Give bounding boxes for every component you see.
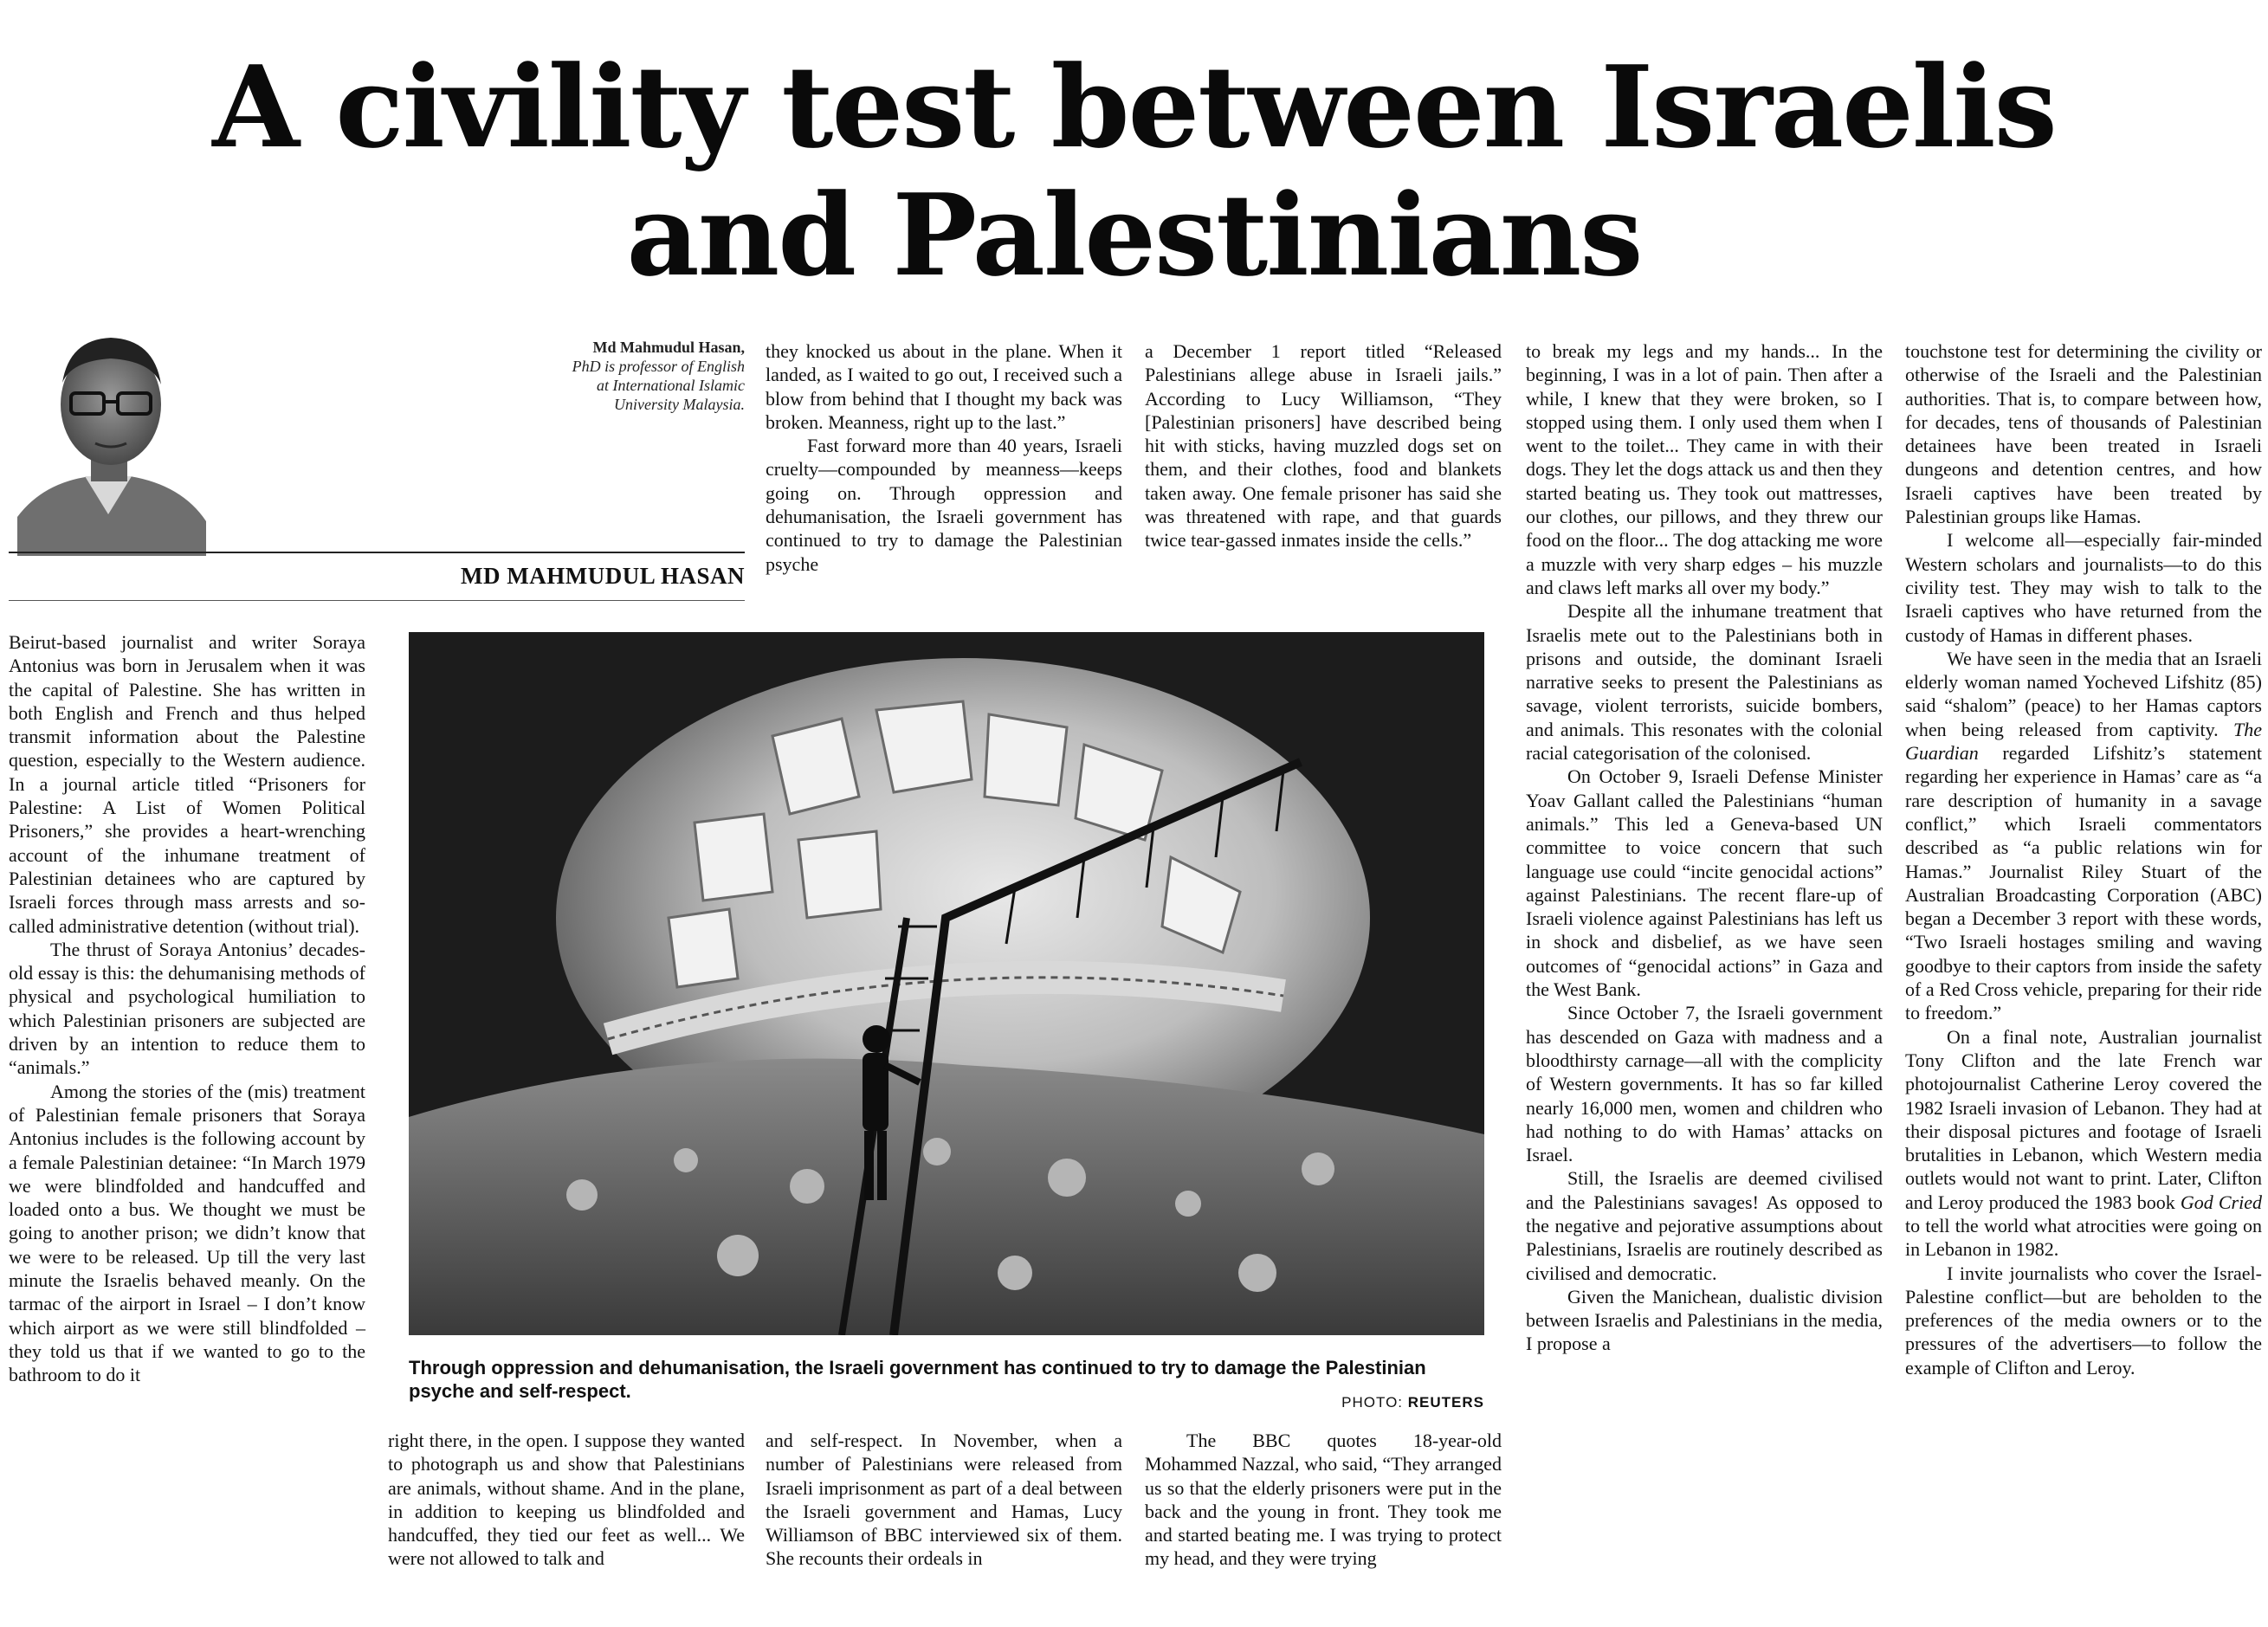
paragraph: On October 9, Israeli Defense Minister Yoav Gallant called the Palestinians “human animals.” This led a Geneva-based UN committee to voice concern that such language use could “incite genocidal actions” against Palestinians. The recent flare-up of Israeli violence against Palestinians has left us in shock and disbelief, as we have seen outcomes of “genocidal actions” in Gaza and the West Bank. bbox=[1526, 765, 1883, 1001]
column-3-bottom bbox=[766, 1429, 1122, 1571]
publication-title: The Guardian bbox=[1905, 718, 2263, 765]
headline-line-2: and Palestinians bbox=[626, 169, 1642, 301]
column-2-bottom bbox=[388, 1429, 745, 1571]
column-5 bbox=[1526, 339, 1883, 1356]
paragraph: The BBC quotes 18-year-old Mohammed Nazzal, who said, “They arranged us so that the elderly prisoners were put in the back and the young in front. They took me and started beating me. I was trying to protect my head, and they were trying bbox=[1145, 1430, 1502, 1570]
paragraph: Beirut-based journalist and writer Soraya Antonius was born in Jerusalem when it was the capital of Palestine. She has written in both English and French and thus helped transmit information about the Palestine question, especially to the Western audience. In a journal article titled “Prisoners for Palestine: A List of Women Political Prisoners,” she provides a heart-wrenching account of the inhumane treatment of Palestinian detainees who are captured by Israeli forces through mass arrests and so-called administrative detention (without trial). bbox=[9, 631, 365, 937]
paragraph: Among the stories of the (mis) treatment of Palestinian female prisoners that Soraya Antonius includes is the following account by a female Palestinian detainee: “In March 1979 we were blindfolded and handcuffed and loaded onto a bus. We thought we must be going to another prison; we didn’t know that we were to be released. Up till the very last minute the Israelis behaved meanly. On the tarmac of the airport in Israel – I don’t know which airport as we were still blindfolded – they told us that if we wanted to go to the bathroom to do it bbox=[9, 1080, 365, 1386]
text-run: On a final note, Australian journalist Tony Clifton and the late French war photojournalist Catherine Leroy covered the 1982 Israeli invasion of Lebanon. They had at their disposal pictures and footage of Israeli brutalities in Lebanon, which Western media outlets would not want to print. Later, Clifton and Leroy produced the 1983 book bbox=[1905, 1025, 2262, 1213]
author-portrait bbox=[9, 313, 208, 556]
column-1 bbox=[9, 630, 365, 1387]
paragraph: I welcome all—especially fair-minded Western scholars and journalists—to do this civility test. They may wish to talk to the Israeli captives who have returned from the custody of Hamas in different phases. bbox=[1905, 529, 2262, 646]
photo-credit-source: REUTERS bbox=[1407, 1394, 1484, 1411]
text-run: to tell the world what atrocities were going on in Lebanon in 1982. bbox=[1905, 1214, 2262, 1261]
text-run: regarded Lifshitz’s statement regarding her experience in Hamas’ care as “a rare description of humanity in a savage conflict,” which Israeli commentators described as “a public relations win for Hamas.” Journalist Riley Stuart of the Australian Broadcasting Corporation (ABC) began a December 3 report with these words, “Two Israeli hostages smiling and waving goodbye to their captors from inside the safety of a Red Cross vehicle, preparing for their ride to freedom.” bbox=[1905, 742, 2263, 1024]
ruined-building-photo-icon bbox=[409, 632, 1484, 1335]
paragraph bbox=[1905, 647, 2262, 1025]
paragraph bbox=[1905, 1025, 2262, 1262]
column-3-top bbox=[766, 339, 1122, 576]
text-run: We have seen in the media that an Israeli elderly woman named Yocheved Lifshitz (85) said “shalom” (peace) to her Hamas captors when being released from captivity. bbox=[1905, 647, 2262, 740]
author-note-role-2: at International Islamic bbox=[597, 377, 745, 394]
paragraph: Given the Manichean, dualistic division between Israelis and Palestinians in the media, I propose a bbox=[1526, 1285, 1883, 1355]
paragraph: Fast forward more than 40 years, Israeli cruelty—compounded by meanness—keeps going on. Through oppression and dehumanisation, the Israeli government has continued to try to damage the Palestinian psyche bbox=[766, 435, 1122, 575]
main-photo bbox=[409, 632, 1484, 1335]
author-note-role-1: PhD is professor of English bbox=[572, 358, 745, 375]
paragraph: The thrust of Soraya Antonius’ decades-old essay is this: the dehumanising methods of physical and psychological humiliation to which Palestinian prisoners are subjected are driven by an intention to reduce them to “animals.” bbox=[9, 938, 365, 1079]
paragraph: to break my legs and my hands... In the beginning, I was in a lot of pain. Then after a while, I knew that they were broken, so I stopped using them. I only used them when I went to the toilet... They came in with their dogs. They let the dogs attack us and then they started beating us. They took out mattresses, our clothes, our pillows, and they threw our food on the floor... The dog attacking me wore a muzzle with very sharp edges – his muzzle and claws left marks all over my body.” bbox=[1526, 340, 1883, 598]
paragraph: Still, the Israelis are deemed civilised and the Palestinians savages! As opposed to the negative and pejorative assumptions about Palestinians, Israelis are routinely described as civilised and democratic. bbox=[1526, 1167, 1883, 1284]
book-title: God Cried bbox=[2180, 1191, 2262, 1213]
photo-credit-label: PHOTO: bbox=[1341, 1394, 1404, 1411]
author-note-name: Md Mahmudul Hasan, bbox=[592, 339, 745, 356]
column-4-bottom bbox=[1145, 1429, 1502, 1571]
author-portrait-icon bbox=[9, 313, 208, 556]
paragraph: touchstone test for determining the civility or otherwise of the Israeli and the Palestinian authorities. That is, to compare between how, for decades, tens of thousands of Palestinian detainees have been treated in Israeli dungeons and detention centres, and how Israeli captives have been treated by Palestinian groups like Hamas. bbox=[1905, 340, 2262, 528]
paragraph: right there, in the open. I suppose they wanted to photograph us and show that Palestinians are animals, without shame. And in the plane, in addition to keeping us blindfolded and handcuffed, they tied our feet as well... We were not allowed to talk and bbox=[388, 1430, 745, 1570]
byline-divider bbox=[9, 552, 745, 553]
photo-caption: Through oppression and dehumanisation, the Israeli government has continued to try to damage the Palestinian psyche and self-respect. bbox=[409, 1357, 1426, 1402]
headline bbox=[0, 43, 2268, 300]
column-4-top bbox=[1145, 339, 1502, 552]
byline: MD MAHMUDUL HASAN bbox=[461, 563, 745, 589]
author-note bbox=[485, 338, 745, 414]
paragraph: they knocked us about in the plane. When it landed, as I waited to go out, I received such a blow from behind that I thought my back was broken. Meanness, right up to the last.” bbox=[766, 340, 1122, 433]
author-note-role-3: University Malaysia. bbox=[614, 396, 745, 413]
headline-line-1: A civility test between Israelis bbox=[212, 41, 2056, 173]
photo-credit bbox=[1264, 1394, 1484, 1411]
paragraph: Since October 7, the Israeli government has descended on Gaza with madness and a bloodthirsty carnage—all with the complicity of Western governments. It has so far killed nearly 16,000 men, women and children who had nothing to do with Hamas’ attacks on Israel. bbox=[1526, 1002, 1883, 1166]
paragraph: I invite journalists who cover the Israel-Palestine conflict—but are beholden to the preferences of the media owners or to the pressures of the advertisers—to follow the example of Clifton and Leroy. bbox=[1905, 1262, 2262, 1378]
paragraph: and self-respect. In November, when a number of Palestinians were released from Israeli imprisonment as part of a deal between the Israeli government and Hamas, Lucy Williamson of BBC interviewed six of them. She recounts their ordeals in bbox=[766, 1430, 1122, 1570]
byline-bottom-divider bbox=[9, 600, 745, 601]
paragraph: Despite all the inhumane treatment that Israelis mete out to the Palestinians both in prisons and outside, the dominant Israeli narrative seeks to present the Palestinians as savage, violent terrorists, suicide bombers, and animals. This resonates with the colonial racial categorisation of the colonised. bbox=[1526, 600, 1883, 765]
column-6 bbox=[1905, 339, 2262, 1379]
paragraph: a December 1 report titled “Released Palestinians allege abuse in Israeli jails.” According to Lucy Williamson, “They [Palestinian prisoners] have described being hit with sticks, having muzzled dogs set on them, and their clothes, food and blankets taken away. One female prisoner has said she was threatened with rape, and that guards twice tear-gassed inmates inside the cells.” bbox=[1145, 340, 1502, 552]
